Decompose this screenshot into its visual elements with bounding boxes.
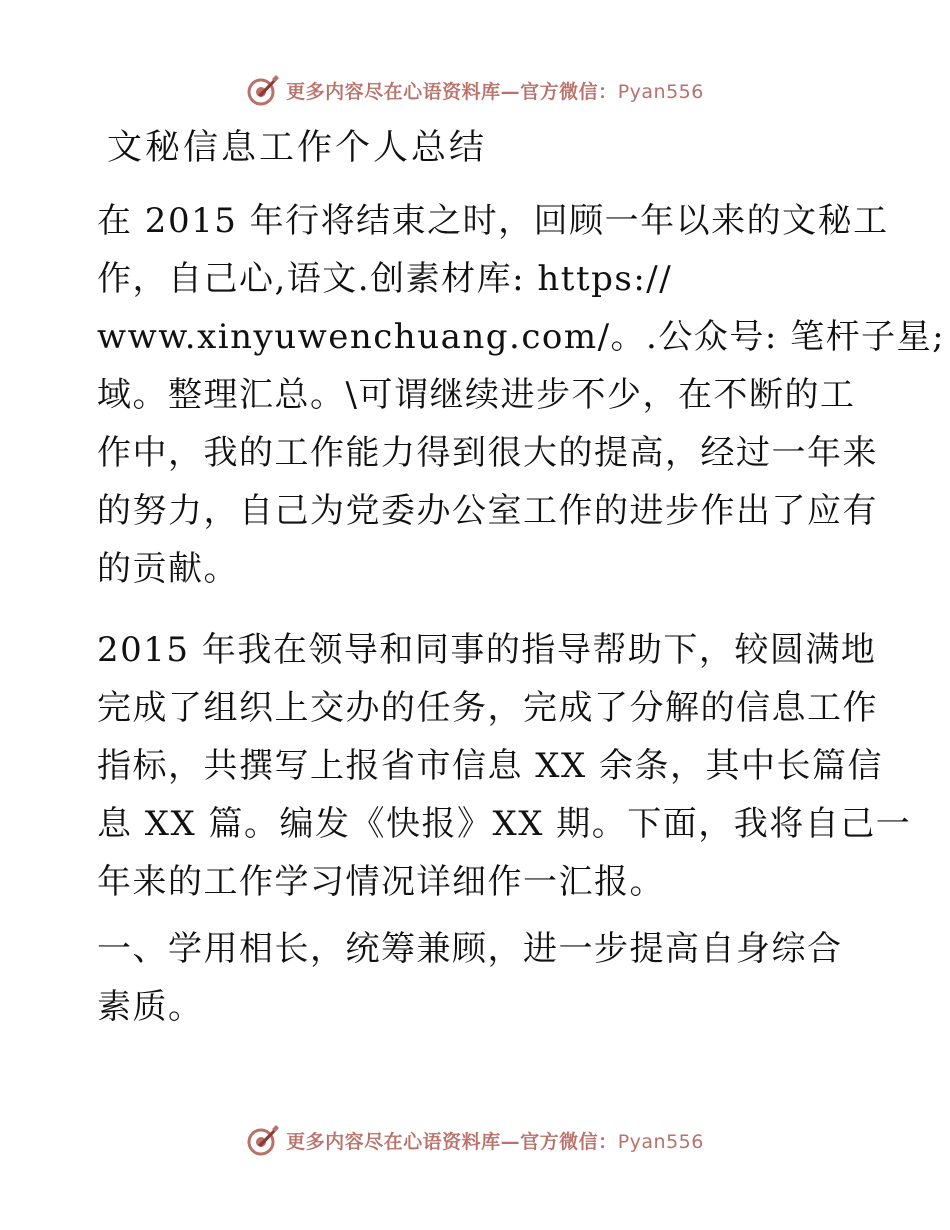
footer-banner (0, 1120, 950, 1160)
paragraph-line: 息 XX 篇。编发《快报》XX 期。下面，我将自己一 (97, 804, 912, 844)
paragraph-line: 素质。 (97, 987, 204, 1027)
footer-wechat-id: Pyan556 (617, 1130, 704, 1153)
paragraph-line: 域。整理汇总。\可谓继续进步不少，在不断的工 (97, 375, 856, 415)
footer-brand: 更多内容尽在心语资料库 (286, 1130, 501, 1153)
header-brand: 更多内容尽在心语资料库 (286, 80, 501, 103)
footer-dash: — (500, 1130, 521, 1153)
paragraph-line: 一、学用相长，统筹兼顾，进一步提高自身综合 (97, 929, 843, 969)
paragraph-intro (97, 192, 946, 598)
quill-logo-icon (246, 1123, 280, 1157)
paragraph-line: 作中，我的工作能力得到很大的提高，经过一年来 (97, 433, 878, 473)
paragraph-line: 年来的工作学习情况详细作一汇报。 (97, 862, 665, 902)
header-dash: — (500, 80, 521, 103)
paragraph-achievements (97, 621, 912, 911)
paragraph-line: 指标，共撰写上报省市信息 XX 余条，其中长篇信 (97, 746, 884, 786)
header-banner-text (286, 77, 704, 104)
header-wechat-id: Pyan556 (617, 80, 704, 103)
section-heading-one (97, 920, 857, 1036)
paragraph-line: 的贡献。 (97, 549, 239, 589)
header-wechat-label: 官方微信： (520, 80, 618, 103)
header-banner (0, 70, 950, 110)
paragraph-line: 完成了组织上交办的任务，完成了分解的信息工作 (97, 688, 878, 728)
paragraph-line: 的努力，自己为党委办公室工作的进步作出了应有 (97, 491, 878, 531)
paragraph-line: 作，自己心,语文.创素材库: https:// (97, 259, 673, 299)
paragraph-line: 2015 年我在领导和同事的指导帮助下，较圆满地 (97, 630, 877, 670)
quill-logo-icon (246, 73, 280, 107)
paragraph-line: 在 2015 年行将结束之时，回顾一年以来的文秘工 (97, 201, 889, 241)
footer-banner-text (286, 1127, 704, 1154)
footer-wechat-label: 官方微信： (520, 1130, 618, 1153)
paragraph-line: www.xinyuwenchuang.com/。.公众号: 笔杆子星; (97, 317, 946, 357)
document-title: 文秘信息工作个人总结 (107, 128, 488, 168)
